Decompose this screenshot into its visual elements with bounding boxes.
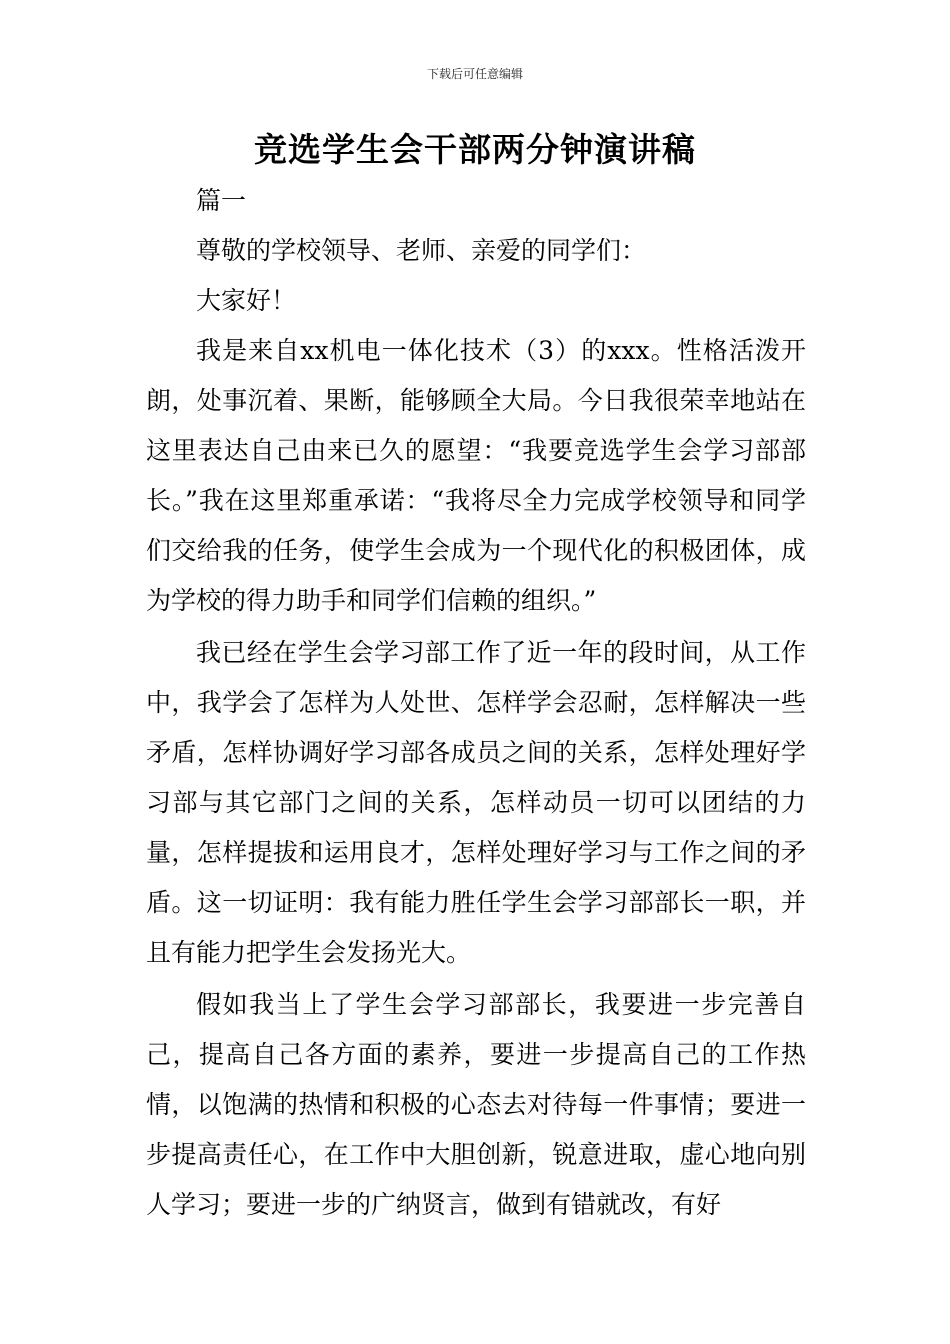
paragraph-plans: 假如我当上了学生会学习部部长，我要进一步完善自己，提高自己各方面的素养，要进一步提高自己的工作热情，以饱满的热情和积极的心态去对待每一件事情；要进一步提高责任心，在工作中大胆创新，锐意进取，虚心地向别人学习；要进一步的广纳贤言，做到有错就改，有好	[146, 990, 806, 1219]
paragraph-greeting: 大家好！	[196, 286, 297, 315]
paragraph-introduction: 我是来自xx机电一体化技术（3）的xxx。性格活泼开朗，处事沉着、果断，能够顾全大局。今日我很荣幸地站在这里表达自己由来已久的愿望：“我要竞选学生会学习部部长。”我在这里郑重承诺：“我将尽全力完成学校领导和同学们交给我的任务，使学生会成为一个现代化的积极团体，成为学校的得力助手和同学们信赖的组织。”	[146, 336, 806, 615]
paragraph-section-label: 篇一	[196, 186, 247, 215]
header-note: 下载后可任意编辑	[426, 67, 523, 81]
paragraph-salutation: 尊敬的学校领导、老师、亲爱的同学们：	[196, 236, 647, 265]
document-body	[146, 176, 806, 1230]
paragraph-experience: 我已经在学生会学习部工作了近一年的段时间，从工作中，我学会了怎样为人处世、怎样学会忍耐，怎样解决一些矛盾，怎样协调好学习部各成员之间的关系，怎样处理好学习部与其它部门之间的关系，怎样动员一切可以团结的力量，怎样提拔和运用良才，怎样处理好学习与工作之间的矛盾。这一切证明：我有能力胜任学生会学习部部长一职，并且有能力把学生会发扬光大。	[146, 638, 806, 967]
document-title: 竞选学生会干部两分钟演讲稿	[254, 130, 696, 169]
